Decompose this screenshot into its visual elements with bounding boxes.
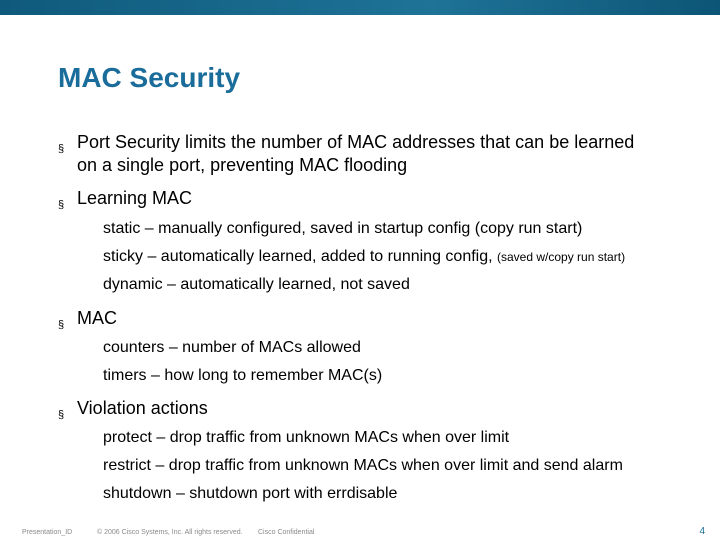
sub-item-static: static – manually configured, saved in startup config (copy run start)	[103, 220, 583, 237]
footer-presentation-id: Presentation_ID	[22, 529, 73, 536]
sub-item-sticky-note: (saved w/copy run start)	[497, 250, 626, 264]
page-number: 4	[699, 526, 705, 537]
footer-confidential: Cisco Confidential	[258, 529, 315, 536]
sub-item-timers: timers – how long to remember MAC(s)	[103, 367, 383, 384]
bullet-text: Learning MAC	[77, 188, 193, 208]
sub-item-shutdown: shutdown – shutdown port with errdisable	[103, 485, 398, 502]
sub-item-protect: protect – drop traffic from unknown MACs when over limit	[103, 429, 510, 446]
bullet-square-icon: §	[58, 319, 65, 331]
bullet-square-icon: §	[58, 409, 65, 421]
bullet-square-icon: §	[58, 199, 65, 211]
sub-item-dynamic: dynamic – automatically learned, not saved	[103, 276, 410, 293]
bullet-text-line1: Port Security limits the number of MAC addresses that can be learned	[77, 132, 635, 152]
slide-title: MAC Security	[58, 62, 241, 93]
bullet-port-security	[58, 131, 634, 177]
bullet-learning-mac	[58, 187, 192, 210]
bullet-violation-actions	[58, 397, 208, 420]
sub-item-sticky-text: sticky – automatically learned, added to running config,	[103, 248, 493, 265]
sub-item-counters: counters – number of MACs allowed	[103, 339, 361, 356]
top-banner	[0, 0, 720, 15]
bullet-text: MAC	[77, 308, 117, 328]
bullet-text: Violation actions	[77, 398, 208, 418]
sub-item-restrict: restrict – drop traffic from unknown MACs when over limit and send alarm	[103, 457, 623, 474]
bullet-mac	[58, 307, 117, 330]
sub-item-sticky	[103, 248, 625, 266]
bullet-square-icon: §	[58, 143, 65, 155]
footer-copyright: © 2006 Cisco Systems, Inc. All rights reserved.	[97, 529, 243, 536]
bullet-text-line2: on a single port, preventing MAC flooding	[77, 155, 408, 175]
